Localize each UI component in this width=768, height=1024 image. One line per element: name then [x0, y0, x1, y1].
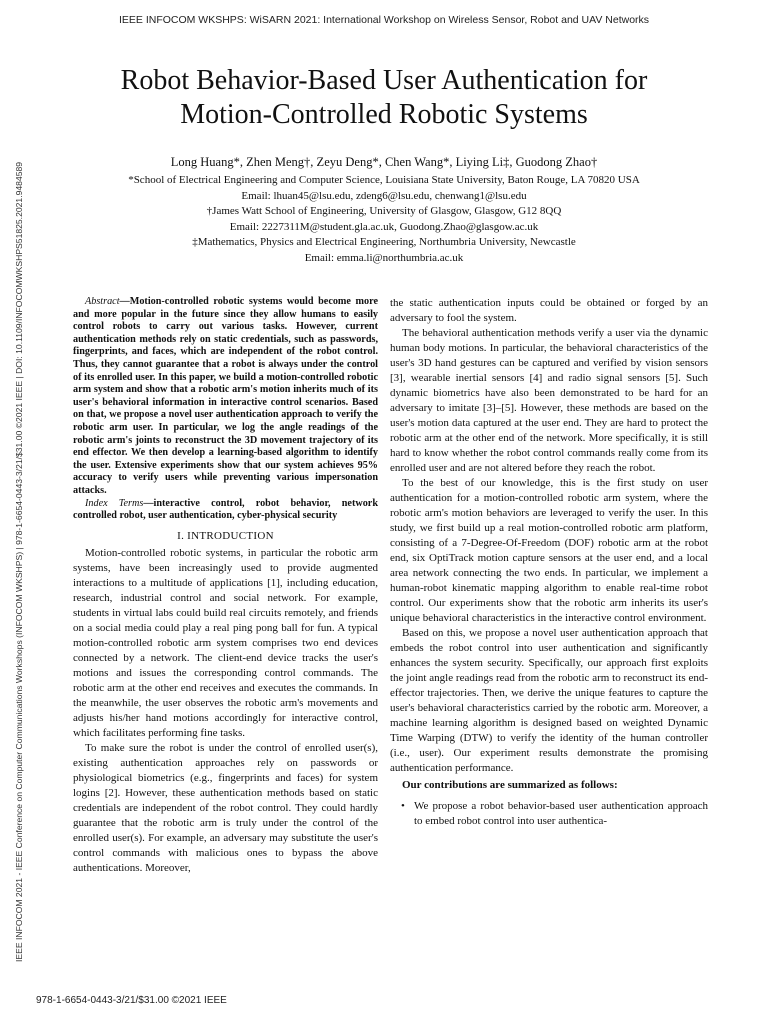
- title-line-1: Robot Behavior-Based User Authentication for: [120, 65, 648, 96]
- author-list: Long Huang*, Zhen Meng†, Zeyu Deng*, Chen Wang*, Liying Li‡, Guodong Zhao†: [170, 155, 598, 169]
- abstract-text: —Motion-controlled robotic systems would become more and more popular in the future since they allow humans to easily control robots to carry out various tasks. However, current authentication methods rely on static credentials, such as passwords, fingerprints, and faces, which are independent of the robot control. Thus, they cannot guarantee that a robot is always under the control of its enrolled user. In this paper, we build a motion-controlled robotic arm system and show that a robotic arm's motion inherits much of its user's behavioral information in interactive control scenarios. Based on that, we propose a novel user authentication approach to verify the robotic arm user. In particular, we log the angle readings of the robotic arm's joints to reconstruct the 3D movement trajectory of its end effector. We then develop a learning-based algorithm to identify the user. Extensive experiments show that our system achieves 95% accuracy to verify users while preventing various impersonation attacks.: [73, 296, 378, 496]
- title-line-2: Motion-Controlled Robotic Systems: [180, 99, 588, 130]
- affiliation-lsu: *School of Electrical Engineering and Computer Science, Louisiana State University, Baton Rouge, LA 70820 USA: [128, 174, 640, 186]
- index-terms-label: Index Terms: [85, 497, 144, 509]
- intro-paragraph-2-continued: the static authentication inputs could be obtained or forged by an adversary to fool the system.: [390, 297, 708, 324]
- contribution-bullet-1: [390, 799, 708, 829]
- intro-paragraph-3: The behavioral authentication methods verify a user via the dynamic human body motions. In particular, the behavioral characteristics of the user's 3D hand gestures can be captured and verified by vision sensors [3], wearable inertial sensors [4] and radio signal sensors [5]. Such dynamic biometrics have also been demonstrated to be hard for an adversary to imitate [3]–[5]. However, these methods are based on the user's motion data captured at the user end. They are hard to protect the robotic arm at the other end of the network. More specifically, it is still hard to know whether the robot control commands really come from its enrolled user and are not altered before they reach the robot.: [390, 327, 708, 474]
- contributions-heading: Our contributions are summarized as follows:: [402, 779, 618, 791]
- affiliation-glasgow: †James Watt School of Engineering, University of Glasgow, Glasgow, G12 8QQ: [206, 205, 562, 218]
- affiliation-northumbria: ‡Mathematics, Physics and Electrical Engineering, Northumbria University, Newcastle: [192, 236, 576, 249]
- paper-title: [40, 64, 728, 132]
- index-terms: [73, 498, 378, 523]
- abstract-label: Abstract: [85, 296, 120, 307]
- right-column: [390, 296, 708, 829]
- affiliations: [40, 173, 728, 267]
- section-heading-introduction: I. INTRODUCTION: [177, 529, 274, 542]
- email-lsu: Email: lhuan45@lsu.edu, zdeng6@lsu.edu, chenwang1@lsu.edu: [241, 189, 527, 202]
- bullet-dot-icon: •: [401, 800, 405, 812]
- side-citation-strip: IEEE INFOCOM 2021 - IEEE Conference on Computer Communications Workshops (INFOCOM WKSHPS) | 978-1-6654-0443-3/21/$31.00 ©2021 IEEE | DOI: 10.1109/INFOCOMWKSHPS51825.2021.9484589: [14, 161, 24, 962]
- index-terms-text: —interactive control, robot behavior, network controlled robot, user authentication, cyber-physical security: [73, 497, 378, 522]
- intro-paragraph-4: To the best of our knowledge, this is the first study on user authentication for a motion-controlled robotic arm system, where the robotic arm's motion behaviors are leveraged to verify the user. In this study, we first build up a real motion-controlled robotic arm platform, consisting of a 7-Degree-Of-Freedom (DOF) robotic arm at the robot end, six OptiTrack motion capture sensors at the user end, and a local area network connecting the two ends. In particular, we implement a human-robot kinematic mapping algorithm to enable real-time robot control. Our experiments show that the robotic arm inherits its user's unique behavioral characteristics in the interactive control environment.: [390, 477, 708, 624]
- running-header: IEEE INFOCOM WKSHPS: WiSARN 2021: International Workshop on Wireless Sensor, Robot and UAV Networks: [118, 14, 650, 26]
- copyright-footer: 978-1-6654-0443-3/21/$31.00 ©2021 IEEE: [36, 995, 227, 1006]
- email-glasgow: Email: 2227311M@student.gla.ac.uk, Guodong.Zhao@glasgow.ac.uk: [229, 220, 539, 233]
- intro-paragraph-5: Based on this, we propose a novel user authentication approach that embeds the robot control into user authentication and significantly enhances the system security. Specifically, our approach first exploits the joint angle readings read from the robotic arm to reconstruct its end-effector trajectories. Then, we derive the unique features to capture the user's behavioral characteristics carried by the robotic arm. Moreover, a machine learning algorithm is designed based on weighted Dynamic Time Warping (DTW) to verify the identity of the human controller (i.e., user). Our experiment results demonstrate the promising authentication performance.: [390, 627, 708, 774]
- email-northumbria: Email: emma.li@northumbria.ac.uk: [304, 251, 464, 264]
- contribution-bullet-1-text: We propose a robot behavior-based user authentication approach to embed robot control into user authentica-: [414, 800, 708, 827]
- intro-paragraph-1: Motion-controlled robotic systems, in particular the robotic arm systems, have been increasingly used to provide augmented interactions to a multitude of applications [1], including education, research, industrial control and social network. For example, students in virtual labs could build real circuits remotely, and friends on a social media could play a real ping pong ball for fun. A typical motion-controlled robotic arm system comprises two end devices connected by a network. The client-end device tracks the user's motions and issues the corresponding control commands. The robotic arm at the other end receives and executes the commands. In the meanwhile, the user observes the robotic arm's movements and adjusts his/her hand motions accordingly for interactive control, which facilitates performing fine tasks.: [73, 546, 378, 739]
- intro-paragraph-2: To make sure the robot is under the control of enrolled user(s), existing authentication approaches rely on passwords or physiological biometrics (e.g., fingerprints and faces) for system logins [2]. However, these authentication methods based on static credentials are independent of the robot control. They could hardly guarantee that the robotic arm is truly under the control of the enrolled user(s). For example, an adversary may substitute the user's control commands with malicious ones to bypass the above authentications. Moreover,: [73, 741, 378, 874]
- abstract: [73, 296, 378, 498]
- left-column: [73, 296, 378, 876]
